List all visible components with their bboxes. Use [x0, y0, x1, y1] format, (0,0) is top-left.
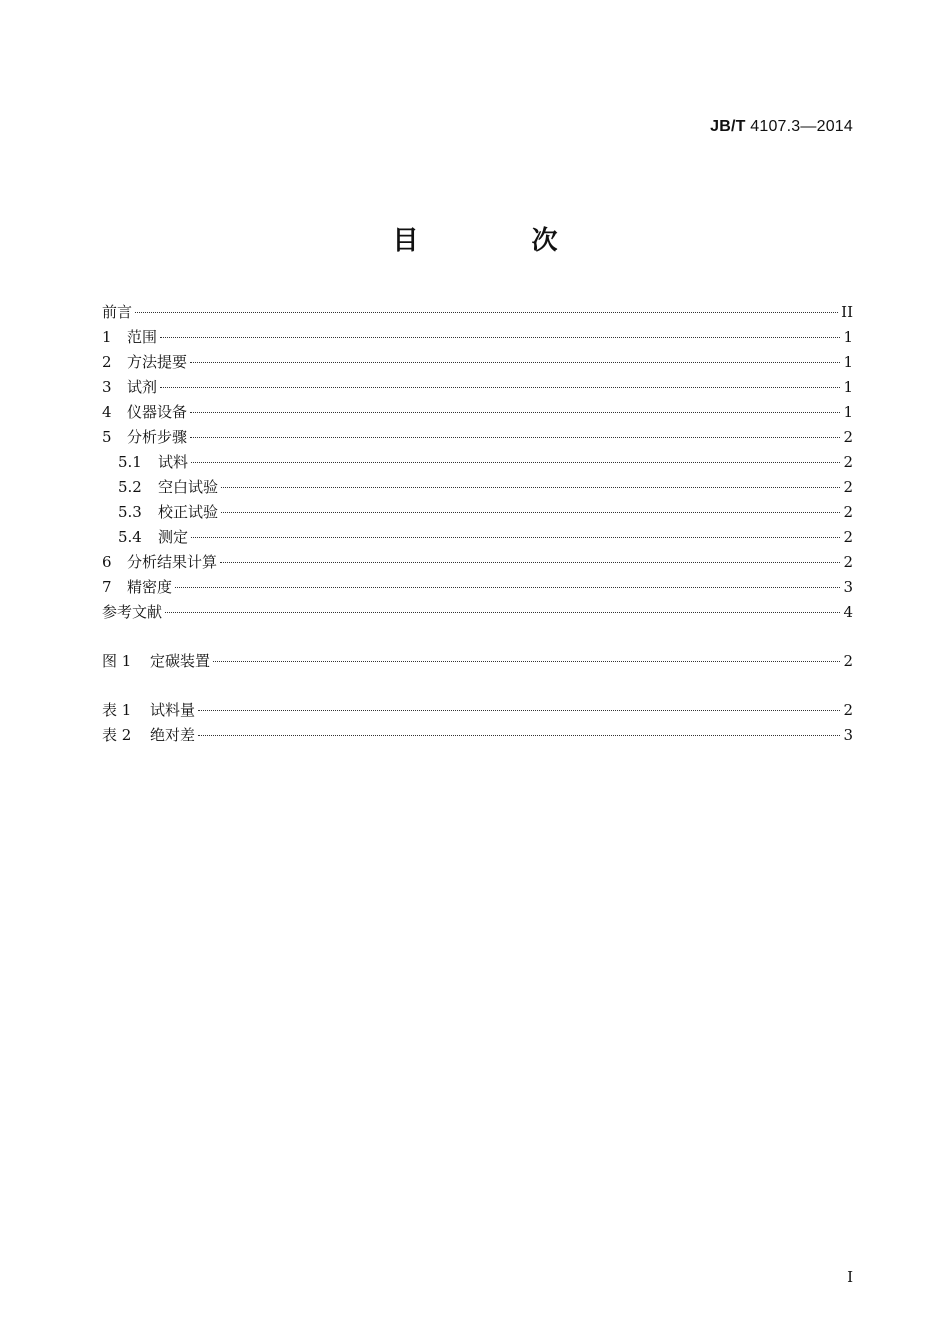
toc-entry-page: 2: [843, 652, 853, 670]
dot-leader: [191, 462, 840, 463]
standard-prefix: JB/T: [710, 118, 746, 135]
toc-entry[interactable]: [102, 300, 853, 325]
toc-entry-number: 5.4: [118, 528, 142, 546]
toc-entry-page: 3: [843, 578, 853, 596]
dot-leader: [190, 437, 840, 438]
toc-entry-label: 前言: [102, 303, 133, 321]
toc-entry-label: 绝对差: [150, 726, 196, 744]
dot-leader: [190, 412, 840, 413]
toc-entry-number: 5.1: [118, 453, 142, 471]
table-entry[interactable]: [102, 698, 853, 723]
toc-entry-number: 表 2: [102, 726, 132, 744]
dot-leader: [221, 512, 840, 513]
toc-entry-page: 2: [843, 478, 853, 496]
dot-leader: [198, 735, 840, 736]
toc-entry-number: 5: [102, 428, 112, 446]
toc-entry[interactable]: [102, 425, 853, 450]
toc-entry-page: 2: [843, 528, 853, 546]
toc-entry-label: 精密度: [127, 578, 173, 596]
dot-leader: [221, 487, 840, 488]
toc-entry-page: 2: [843, 553, 853, 571]
toc-entry-page: 1: [843, 353, 853, 371]
toc-entry-page: 2: [843, 701, 853, 719]
dot-leader: [135, 312, 838, 313]
dot-leader: [213, 661, 840, 662]
toc-entry[interactable]: [102, 600, 853, 625]
toc-entry[interactable]: [102, 325, 853, 350]
dot-leader: [165, 612, 840, 613]
toc-entry[interactable]: [102, 400, 853, 425]
toc-entry-page: 4: [843, 603, 853, 621]
dot-leader: [160, 337, 840, 338]
toc-entry-page: 2: [843, 428, 853, 446]
toc-entry-page: 3: [843, 726, 853, 744]
dot-leader: [191, 537, 840, 538]
toc-entry-label: 参考文献: [102, 603, 163, 621]
toc-entry-number: 表 1: [102, 701, 132, 719]
toc-entry-label: 分析步骤: [127, 428, 188, 446]
toc-entry-number: 1: [102, 328, 112, 346]
toc-entry-page: 1: [843, 328, 853, 346]
toc-entry[interactable]: [102, 375, 853, 400]
toc-entry-number: 5.3: [118, 503, 142, 521]
dot-leader: [220, 562, 840, 563]
toc-entry-page: 2: [843, 503, 853, 521]
toc-entry-number: 4: [102, 403, 112, 421]
toc-entry-number: 5.2: [118, 478, 142, 496]
page-number: I: [847, 1268, 853, 1286]
toc-entry-page: 1: [843, 403, 853, 421]
toc-entry[interactable]: [102, 525, 853, 550]
toc-entry-page: II: [841, 303, 853, 321]
toc-entry[interactable]: [102, 500, 853, 525]
toc-entry-number: 3: [102, 378, 112, 396]
toc-entry-label: 试料量: [150, 701, 196, 719]
toc-entry-label: 分析结果计算: [127, 553, 218, 571]
toc-entry-number: 6: [102, 553, 112, 571]
table-entry[interactable]: [102, 723, 853, 748]
standard-code: [710, 118, 853, 136]
figure-entry[interactable]: [102, 649, 853, 674]
toc-entry-label: 校正试验: [158, 503, 219, 521]
page-title: 目 次: [392, 226, 610, 256]
toc-entry-number: 图 1: [102, 652, 132, 670]
toc-entry-number: 2: [102, 353, 112, 371]
dot-leader: [175, 587, 840, 588]
toc-entry-label: 试剂: [127, 378, 158, 396]
toc-entry-label: 试料: [158, 453, 189, 471]
toc-entry[interactable]: [102, 575, 853, 600]
toc-entry[interactable]: [102, 450, 853, 475]
toc-entry[interactable]: [102, 475, 853, 500]
toc-entry-page: 2: [843, 453, 853, 471]
toc-entry-page: 1: [843, 378, 853, 396]
toc-entry-label: 仪器设备: [127, 403, 188, 421]
dot-leader: [198, 710, 840, 711]
dot-leader: [160, 387, 840, 388]
toc-entry-label: 空白试验: [158, 478, 219, 496]
dot-leader: [190, 362, 840, 363]
toc-entry-label: 定碳装置: [150, 652, 211, 670]
toc-entry-label: 方法提要: [127, 353, 188, 371]
toc-entry-label: 测定: [158, 528, 189, 546]
toc-entry-number: 7: [102, 578, 112, 596]
toc-entry[interactable]: [102, 350, 853, 375]
toc-entry[interactable]: [102, 550, 853, 575]
toc-entry-label: 范围: [127, 328, 158, 346]
table-of-contents: [102, 300, 853, 748]
standard-number: 4107.3—2014: [750, 118, 853, 135]
